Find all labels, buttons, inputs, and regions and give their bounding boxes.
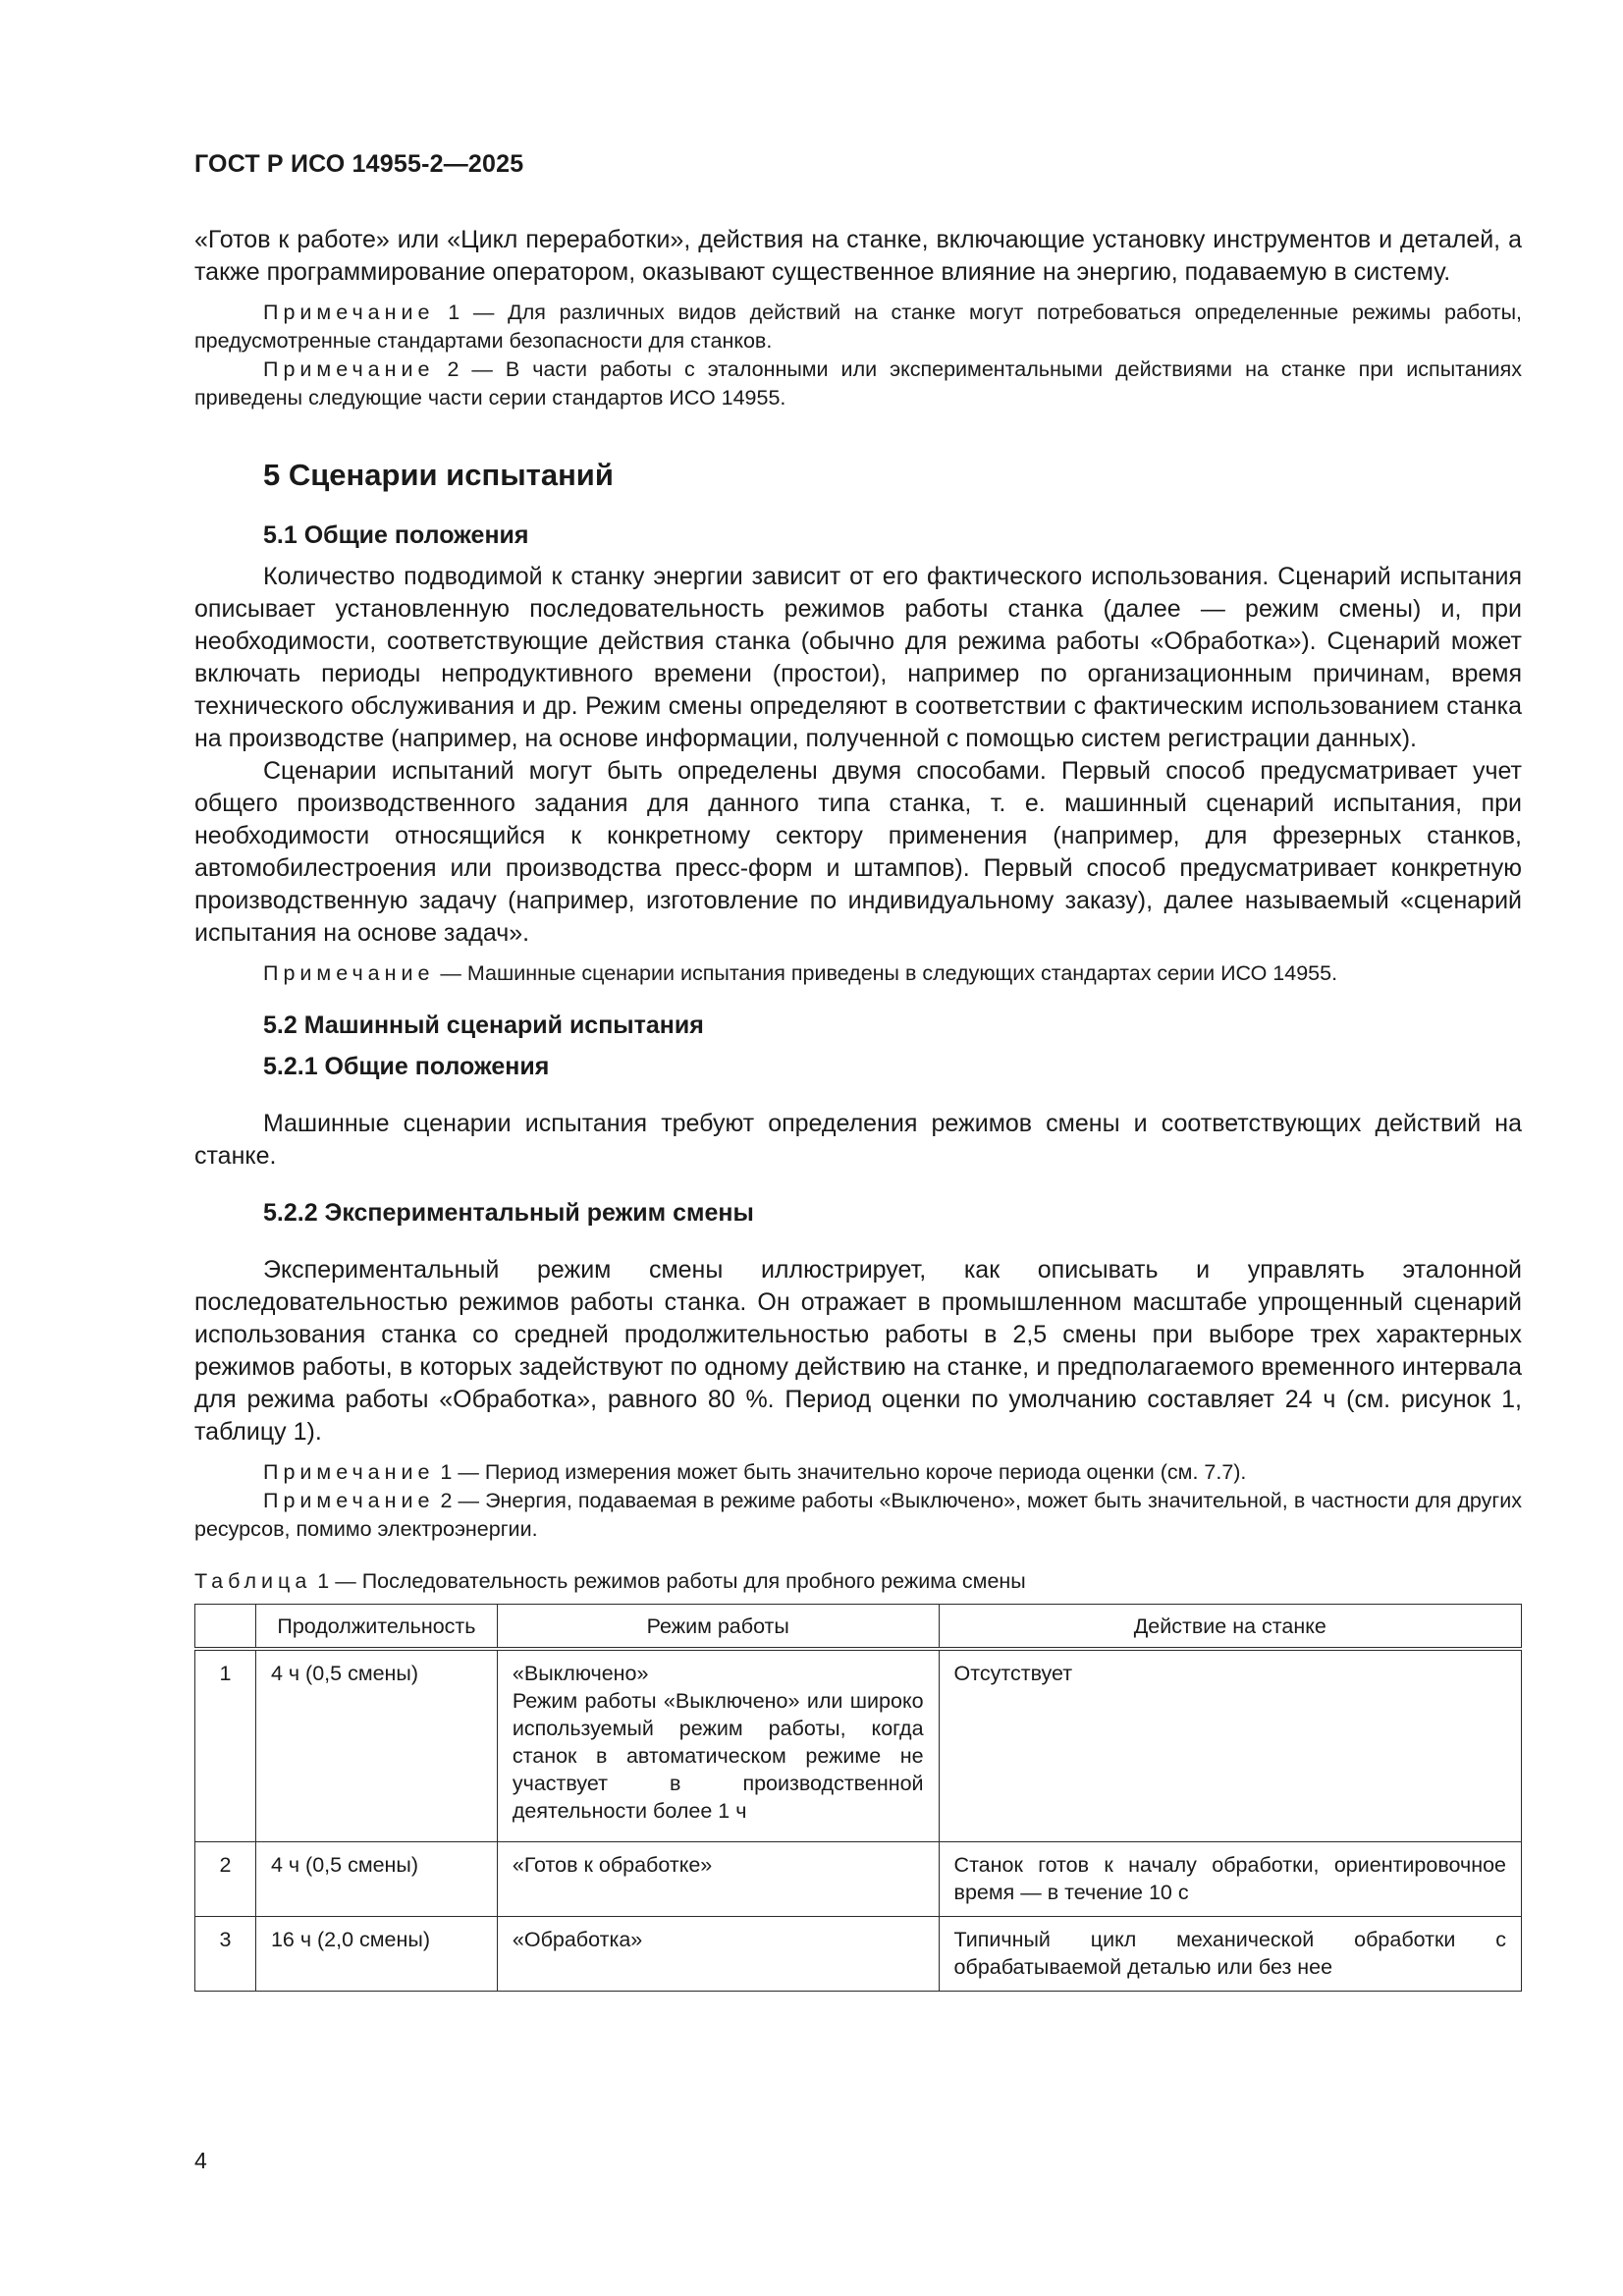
table-row (195, 1841, 1522, 1916)
note-label: Примечание (263, 960, 435, 985)
mode-title: «Готов к обработке» (512, 1852, 713, 1877)
intro-note-2 (194, 355, 1522, 412)
note-text: 1 — Для различных видов действий на станке могут потребоваться определенные режимы работы, предусмотренные стандартами безопасности для станков. (194, 301, 1522, 353)
table-cell-duration: 4 ч (0,5 смены) (255, 1841, 497, 1916)
section-5-1-paragraph-1: Количество подводимой к станку энергии зависит от его фактического использования. Сценарий испытания описывает установленную последовательность режимов работы станка (далее — режим смены) и, при необходимости, соответствующие действия станка (обычно для режима работы «Обработка»). Сценарий может включать периоды непродуктивного времени (простои), например по организационным причинам, время технического обслуживания и др. Режим смены определяют в соответствии с фактическим использованием станка на производстве (например, на основе информации, полученной с помощью систем регистрации данных). (194, 562, 1522, 752)
section-5-2-title: 5.2 Машинный сценарий испытания (263, 1011, 704, 1039)
page-number: 4 (194, 2148, 207, 2173)
intro-note-1 (194, 299, 1522, 355)
table-caption-text: 1 — Последовательность режимов работы для пробного режима смены (311, 1568, 1026, 1593)
section-5-2-2-note-2 (194, 1487, 1522, 1544)
table-1-caption (194, 1567, 1522, 1596)
table-cell-action: Отсутствует (939, 1649, 1521, 1842)
mode-description: Режим работы «Выключено» или широко используемый режим работы, когда станок в автоматическом режиме не участвует в производственной деятельности более 1 ч (512, 1688, 924, 1823)
mode-title: «Обработка» (512, 1927, 643, 1951)
table-header-number (195, 1604, 256, 1649)
note-label: Примечание (263, 1488, 435, 1512)
section-5-2-2-title: 5.2.2 Экспериментальный режим смены (263, 1198, 754, 1227)
note-label: Примечание (263, 301, 435, 324)
table-cell-action: Станок готов к началу обработки, ориентировочное время — в течение 10 с (939, 1841, 1521, 1916)
table-caption-label: Таблица (194, 1568, 312, 1593)
mode-title: «Выключено» (512, 1661, 649, 1685)
table-cell-duration: 16 ч (2,0 смены) (255, 1916, 497, 1991)
table-cell-mode (497, 1649, 939, 1842)
note-text: — Машинные сценарии испытания приведены в следующих стандартах серии ИСО 14955. (434, 960, 1338, 985)
table-cell-action: Типичный цикл механической обработки с обрабатываемой деталью или без нее (939, 1916, 1521, 1991)
section-5-1-paragraph-2: Сценарии испытаний могут быть определены двумя способами. Первый способ предусматривает учет общего производственного задания для данного типа станка, т. е. машинный сценарий испытания, при необходимости относящийся к конкретному сектору применения (например, для фрезерных станков, автомобилестроения или производства пресс-форм и штампов). Первый способ предусматривает конкретную производственную задачу (например, изготовление по индивидуальному заказу), далее называемый «сценарий испытания на основе задач». (194, 756, 1522, 947)
note-text: 2 — В части работы с эталонными или экспериментальными действиями на станке при испытаниях приведены следующие части серии стандартов ИСО 14955. (194, 357, 1522, 410)
note-label: Примечание (263, 357, 435, 381)
section-5-2-2-paragraph: Экспериментальный режим смены иллюстрирует, как описывать и управлять эталонной последовательностью режимов работы станка. Он отражает в промышленном масштабе упрощенный сценарий использования станка со средней продолжительностью работы в 2,5 смены при выборе трех характерных режимов работы, в которых задействуют по одному действию на станке, и предполагаемого временного интервала для режима работы «Обработка», равного 80 %. Период оценки по умолчанию составляет 24 ч (см. рисунок 1, таблицу 1). (194, 1255, 1522, 1446)
table-cell-duration: 4 ч (0,5 смены) (255, 1649, 497, 1842)
note-text: 2 — Энергия, подаваемая в режиме работы «Выключено», может быть значительной, в частности для других ресурсов, помимо электроэнергии. (194, 1488, 1522, 1541)
document-header: ГОСТ Р ИСО 14955-2—2025 (194, 150, 524, 178)
note-label: Примечание (263, 1459, 435, 1484)
section-5-2-1-paragraph: Машинные сценарии испытания требуют определения режимов смены и соответствующих действий на станке. (194, 1109, 1522, 1170)
intro-paragraph: «Готов к работе» или «Цикл переработки», действия на станке, включающие установку инструментов и деталей, а также программирование оператором, оказывают существенное влияние на энергию, подаваемую в систему. (194, 226, 1522, 286)
table-1 (194, 1604, 1522, 1992)
table-cell-mode (497, 1841, 939, 1916)
table-cell-mode (497, 1916, 939, 1991)
document-body (194, 224, 1522, 1992)
section-5-1-title: 5.1 Общие положения (263, 520, 529, 549)
section-5-title: 5 Сценарии испытаний (263, 458, 614, 492)
table-cell-number: 1 (195, 1649, 256, 1842)
table-row (195, 1916, 1522, 1991)
table-cell-number: 3 (195, 1916, 256, 1991)
table-cell-number: 2 (195, 1841, 256, 1916)
table-header-duration: Продолжительность (255, 1604, 497, 1649)
table-header-mode: Режим работы (497, 1604, 939, 1649)
table-row (195, 1649, 1522, 1842)
note-text: 1 — Период измерения может быть значительно короче периода оценки (см. 7.7). (434, 1459, 1247, 1484)
section-5-1-note (194, 959, 1522, 988)
table-header-action: Действие на станке (939, 1604, 1521, 1649)
section-5-2-1-title: 5.2.1 Общие положения (263, 1052, 550, 1080)
section-5-2-2-note-1 (194, 1458, 1522, 1487)
table-header-row (195, 1604, 1522, 1649)
